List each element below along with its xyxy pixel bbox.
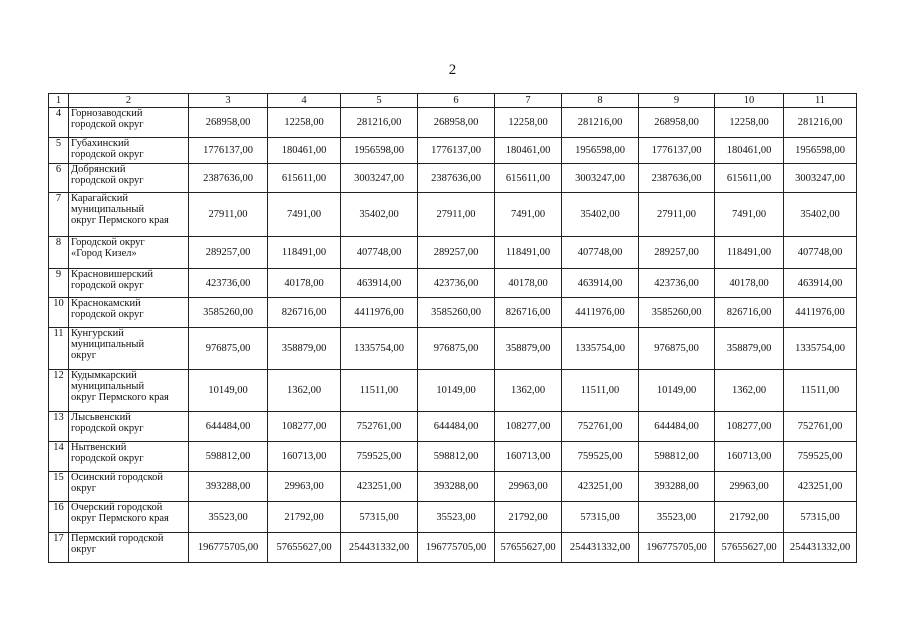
value-cell-col-8: 35402,00: [562, 193, 639, 237]
municipality-name: Кунгурский муниципальный округ: [69, 328, 189, 370]
value-cell-col-6: 35523,00: [418, 502, 495, 533]
value-cell-col-7: 12258,00: [495, 108, 562, 138]
value-cell-col-6: 2387636,00: [418, 164, 495, 193]
municipality-name: Карагайский муниципальный округ Пермского края: [69, 193, 189, 237]
value-cell-col-10: 21792,00: [715, 502, 784, 533]
value-cell-col-3: 10149,00: [189, 370, 268, 412]
value-cell-col-5: 254431332,00: [341, 533, 418, 563]
value-cell-col-5: 35402,00: [341, 193, 418, 237]
value-cell-col-9: 27911,00: [639, 193, 715, 237]
value-cell-col-6: 598812,00: [418, 442, 495, 472]
value-cell-col-11: 281216,00: [784, 108, 857, 138]
value-cell-col-11: 463914,00: [784, 269, 857, 298]
value-cell-col-3: 2387636,00: [189, 164, 268, 193]
value-cell-col-7: 118491,00: [495, 237, 562, 269]
municipality-name: Красновишерский городской округ: [69, 269, 189, 298]
table-row: [49, 328, 857, 370]
column-header-5: 5: [341, 94, 418, 108]
value-cell-col-4: 7491,00: [268, 193, 341, 237]
value-cell-col-6: 423736,00: [418, 269, 495, 298]
value-cell-col-3: 27911,00: [189, 193, 268, 237]
table-row: [49, 472, 857, 502]
value-cell-col-7: 21792,00: [495, 502, 562, 533]
value-cell-col-7: 40178,00: [495, 269, 562, 298]
value-cell-col-5: 3003247,00: [341, 164, 418, 193]
value-cell-col-7: 180461,00: [495, 138, 562, 164]
value-cell-col-7: 358879,00: [495, 328, 562, 370]
value-cell-col-9: 598812,00: [639, 442, 715, 472]
column-header-7: 7: [495, 94, 562, 108]
value-cell-col-10: 57655627,00: [715, 533, 784, 563]
value-cell-col-11: 1956598,00: [784, 138, 857, 164]
value-cell-col-7: 826716,00: [495, 298, 562, 328]
value-cell-col-6: 27911,00: [418, 193, 495, 237]
table-row: [49, 412, 857, 442]
row-number: 6: [49, 164, 69, 193]
row-number: 16: [49, 502, 69, 533]
value-cell-col-6: 3585260,00: [418, 298, 495, 328]
row-number: 10: [49, 298, 69, 328]
value-cell-col-8: 281216,00: [562, 108, 639, 138]
column-header-11: 11: [784, 94, 857, 108]
value-cell-col-8: 57315,00: [562, 502, 639, 533]
value-cell-col-3: 393288,00: [189, 472, 268, 502]
table-row: [49, 138, 857, 164]
value-cell-col-8: 11511,00: [562, 370, 639, 412]
value-cell-col-3: 3585260,00: [189, 298, 268, 328]
value-cell-col-4: 1362,00: [268, 370, 341, 412]
value-cell-col-10: 1362,00: [715, 370, 784, 412]
value-cell-col-7: 615611,00: [495, 164, 562, 193]
row-number: 12: [49, 370, 69, 412]
column-header-8: 8: [562, 94, 639, 108]
municipality-name: Добрянский городской округ: [69, 164, 189, 193]
municipality-name: Краснокамский городской округ: [69, 298, 189, 328]
value-cell-col-4: 160713,00: [268, 442, 341, 472]
value-cell-col-8: 1956598,00: [562, 138, 639, 164]
table-row: [49, 502, 857, 533]
row-number: 5: [49, 138, 69, 164]
value-cell-col-8: 759525,00: [562, 442, 639, 472]
row-number: 13: [49, 412, 69, 442]
value-cell-col-8: 463914,00: [562, 269, 639, 298]
page-number: 2: [448, 62, 457, 78]
value-cell-col-11: 35402,00: [784, 193, 857, 237]
value-cell-col-3: 196775705,00: [189, 533, 268, 563]
value-cell-col-6: 644484,00: [418, 412, 495, 442]
value-cell-col-10: 29963,00: [715, 472, 784, 502]
column-header-3: 3: [189, 94, 268, 108]
value-cell-col-9: 1776137,00: [639, 138, 715, 164]
value-cell-col-11: 423251,00: [784, 472, 857, 502]
value-cell-col-11: 1335754,00: [784, 328, 857, 370]
value-cell-col-5: 423251,00: [341, 472, 418, 502]
value-cell-col-3: 268958,00: [189, 108, 268, 138]
value-cell-col-9: 289257,00: [639, 237, 715, 269]
table-row: [49, 269, 857, 298]
value-cell-col-5: 463914,00: [341, 269, 418, 298]
value-cell-col-8: 254431332,00: [562, 533, 639, 563]
value-cell-col-7: 7491,00: [495, 193, 562, 237]
value-cell-col-3: 35523,00: [189, 502, 268, 533]
value-cell-col-3: 976875,00: [189, 328, 268, 370]
table-body: [49, 108, 857, 563]
row-number: 9: [49, 269, 69, 298]
value-cell-col-9: 3585260,00: [639, 298, 715, 328]
value-cell-col-9: 2387636,00: [639, 164, 715, 193]
column-header-9: 9: [639, 94, 715, 108]
value-cell-col-10: 40178,00: [715, 269, 784, 298]
column-header-6: 6: [418, 94, 495, 108]
row-number: 11: [49, 328, 69, 370]
municipality-name: Губахинский городской округ: [69, 138, 189, 164]
column-header-2: 2: [69, 94, 189, 108]
table-row: [49, 164, 857, 193]
table-row: [49, 533, 857, 563]
value-cell-col-5: 11511,00: [341, 370, 418, 412]
value-cell-col-9: 393288,00: [639, 472, 715, 502]
value-cell-col-8: 3003247,00: [562, 164, 639, 193]
value-cell-col-9: 644484,00: [639, 412, 715, 442]
value-cell-col-4: 358879,00: [268, 328, 341, 370]
value-cell-col-11: 4411976,00: [784, 298, 857, 328]
value-cell-col-5: 752761,00: [341, 412, 418, 442]
value-cell-col-11: 11511,00: [784, 370, 857, 412]
value-cell-col-11: 57315,00: [784, 502, 857, 533]
value-cell-col-8: 407748,00: [562, 237, 639, 269]
municipality-name: Нытвенский городской округ: [69, 442, 189, 472]
value-cell-col-3: 289257,00: [189, 237, 268, 269]
value-cell-col-6: 10149,00: [418, 370, 495, 412]
value-cell-col-6: 393288,00: [418, 472, 495, 502]
column-header-10: 10: [715, 94, 784, 108]
municipality-name: Кудымкарский муниципальный округ Пермского края: [69, 370, 189, 412]
table-row: [49, 298, 857, 328]
value-cell-col-6: 1776137,00: [418, 138, 495, 164]
municipality-name: Очерский городской округ Пермского края: [69, 502, 189, 533]
table-row: [49, 193, 857, 237]
value-cell-col-7: 160713,00: [495, 442, 562, 472]
value-cell-col-6: 196775705,00: [418, 533, 495, 563]
table-row: [49, 237, 857, 269]
value-cell-col-6: 289257,00: [418, 237, 495, 269]
row-number: 7: [49, 193, 69, 237]
value-cell-col-4: 21792,00: [268, 502, 341, 533]
value-cell-col-8: 423251,00: [562, 472, 639, 502]
row-number: 15: [49, 472, 69, 502]
row-number: 4: [49, 108, 69, 138]
column-header-1: 1: [49, 94, 69, 108]
row-number: 14: [49, 442, 69, 472]
value-cell-col-9: 976875,00: [639, 328, 715, 370]
value-cell-col-7: 29963,00: [495, 472, 562, 502]
value-cell-col-4: 615611,00: [268, 164, 341, 193]
value-cell-col-10: 7491,00: [715, 193, 784, 237]
value-cell-col-4: 29963,00: [268, 472, 341, 502]
value-cell-col-4: 40178,00: [268, 269, 341, 298]
table-row: [49, 370, 857, 412]
value-cell-col-10: 12258,00: [715, 108, 784, 138]
value-cell-col-3: 644484,00: [189, 412, 268, 442]
value-cell-col-5: 407748,00: [341, 237, 418, 269]
value-cell-col-4: 57655627,00: [268, 533, 341, 563]
value-cell-col-10: 108277,00: [715, 412, 784, 442]
value-cell-col-9: 268958,00: [639, 108, 715, 138]
municipality-name: Городской округ «Город Кизел»: [69, 237, 189, 269]
municipality-name: Лысьвенский городской округ: [69, 412, 189, 442]
value-cell-col-9: 35523,00: [639, 502, 715, 533]
value-cell-col-10: 615611,00: [715, 164, 784, 193]
value-cell-col-3: 1776137,00: [189, 138, 268, 164]
table-row: [49, 108, 857, 138]
value-cell-col-4: 12258,00: [268, 108, 341, 138]
value-cell-col-5: 1956598,00: [341, 138, 418, 164]
column-header-4: 4: [268, 94, 341, 108]
value-cell-col-6: 976875,00: [418, 328, 495, 370]
row-number: 8: [49, 237, 69, 269]
value-cell-col-7: 108277,00: [495, 412, 562, 442]
value-cell-col-11: 3003247,00: [784, 164, 857, 193]
municipality-name: Горнозаводский городской округ: [69, 108, 189, 138]
value-cell-col-4: 826716,00: [268, 298, 341, 328]
value-cell-col-11: 407748,00: [784, 237, 857, 269]
value-cell-col-7: 1362,00: [495, 370, 562, 412]
value-cell-col-6: 268958,00: [418, 108, 495, 138]
value-cell-col-11: 752761,00: [784, 412, 857, 442]
value-cell-col-3: 423736,00: [189, 269, 268, 298]
value-cell-col-9: 423736,00: [639, 269, 715, 298]
row-number: 17: [49, 533, 69, 563]
municipality-name: Пермский городской округ: [69, 533, 189, 563]
value-cell-col-5: 57315,00: [341, 502, 418, 533]
value-cell-col-8: 1335754,00: [562, 328, 639, 370]
value-cell-col-4: 108277,00: [268, 412, 341, 442]
value-cell-col-5: 281216,00: [341, 108, 418, 138]
value-cell-col-4: 118491,00: [268, 237, 341, 269]
value-cell-col-10: 160713,00: [715, 442, 784, 472]
value-cell-col-5: 1335754,00: [341, 328, 418, 370]
value-cell-col-10: 358879,00: [715, 328, 784, 370]
value-cell-col-5: 4411976,00: [341, 298, 418, 328]
budget-table: [48, 93, 857, 563]
value-cell-col-3: 598812,00: [189, 442, 268, 472]
value-cell-col-7: 57655627,00: [495, 533, 562, 563]
table-row: [49, 442, 857, 472]
value-cell-col-9: 196775705,00: [639, 533, 715, 563]
value-cell-col-11: 254431332,00: [784, 533, 857, 563]
value-cell-col-4: 180461,00: [268, 138, 341, 164]
value-cell-col-5: 759525,00: [341, 442, 418, 472]
value-cell-col-10: 180461,00: [715, 138, 784, 164]
value-cell-col-8: 4411976,00: [562, 298, 639, 328]
value-cell-col-8: 752761,00: [562, 412, 639, 442]
municipality-name: Осинский городской округ: [69, 472, 189, 502]
value-cell-col-11: 759525,00: [784, 442, 857, 472]
value-cell-col-9: 10149,00: [639, 370, 715, 412]
value-cell-col-10: 826716,00: [715, 298, 784, 328]
header-row: [49, 94, 857, 108]
value-cell-col-10: 118491,00: [715, 237, 784, 269]
